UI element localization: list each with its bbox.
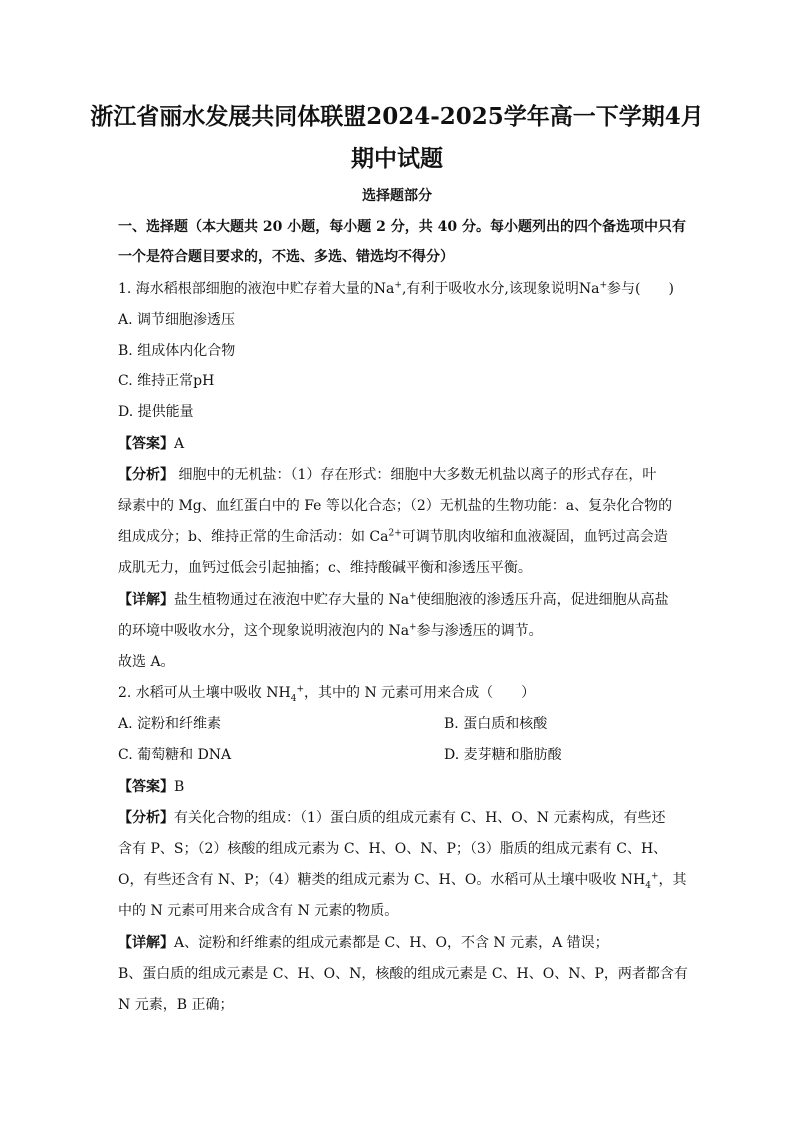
- q2-analysis-line1: [118, 808, 678, 828]
- detail-text: 的环境中吸收水分，这个现象说明液泡内的 Na: [118, 623, 410, 639]
- subscript: 4: [290, 693, 297, 704]
- q1-answer: [118, 434, 678, 454]
- answer-value: A: [174, 436, 185, 452]
- detail-tag: 【详解】: [118, 935, 174, 951]
- analysis-text: 有关化合物的组成：（1）蛋白质的组成元素有 C、H、O、N 元素构成，有些还: [174, 810, 666, 826]
- q2-option-a: A. 淀粉和纤维素: [118, 716, 222, 732]
- detail-tag: 【详解】: [118, 592, 174, 608]
- q1-analysis-line4: 成肌无力，血钙过低会引起抽搐；c、维持酸碱平衡和渗透压平衡。: [118, 560, 532, 576]
- q2-option-c: C. 葡萄糖和 DNA: [118, 747, 232, 763]
- analysis-tag: 【分析】: [118, 810, 174, 826]
- detail-text: 使细胞液的渗透压升高，促进细胞从高盐: [416, 592, 669, 608]
- section-heading: 选择题部分: [362, 188, 432, 204]
- detail-text: 盐生植物通过在液泡中贮存大量的 Na: [174, 592, 410, 608]
- q2-option-b: B. 蛋白质和核酸: [444, 716, 548, 732]
- q1-stem: [118, 279, 678, 299]
- answer-tag: 【答案】: [118, 779, 174, 795]
- ion-charge: 2+: [388, 528, 402, 539]
- q1-analysis-line2: 绿素中的 Mg、血红蛋白中的 Fe 等以化合态；（2）无机盐的生物功能：a、复杂化合物的: [118, 498, 673, 514]
- ion-charge: +: [409, 622, 417, 633]
- q2-detail-line3: N 元素，B 正确；: [118, 997, 234, 1013]
- q2-analysis-line3: [118, 870, 687, 891]
- ion-charge: +: [409, 591, 417, 602]
- q2-detail-line2: B、蛋白质的组成元素是 C、H、O、N，核酸的组成元素是 C、H、O、N、P，两者都含有: [118, 966, 688, 982]
- analysis-text: ，其: [658, 872, 687, 888]
- q2-analysis-line2: 含有 P、S；（2）核酸的组成元素为 C、H、O、N、P；（3）脂质的组成元素有 C、H、: [118, 841, 668, 857]
- ion-charge: +: [296, 684, 304, 695]
- q2-stem-part: ，其中的 N 元素可用来合成（ ）: [304, 685, 536, 701]
- analysis-text: O，有些还含有 N、P；（4）糖类的组成元素为 C、H、O。水稻可从土壤中吸收 NH: [118, 872, 646, 888]
- q1-stem-part: 参与( ): [607, 281, 674, 297]
- analysis-text: 可调节肌肉收缩和血液凝固，血钙过高会造: [401, 529, 668, 545]
- answer-tag: 【答案】: [118, 436, 174, 452]
- q1-option-a: A. 调节细胞渗透压: [118, 312, 236, 328]
- instructions-line2: 一个是符合题目要求的，不选、多选、错选均不得分）: [118, 249, 454, 265]
- q2-stem: [118, 683, 678, 703]
- detail-text: 参与渗透压的调节。: [416, 623, 543, 639]
- q1-detail-line2: [118, 621, 678, 641]
- q2-stem-part: 2. 水稻可从土壤中吸收 NH: [118, 685, 291, 701]
- ion-charge: +: [651, 871, 659, 882]
- analysis-text: 细胞中的无机盐：（1）存在形式：细胞中大多数无机盐以离子的形式存在，叶: [174, 467, 657, 483]
- q1-option-c: C. 维持正常pH: [118, 373, 215, 389]
- q1-stem-part: 1. 海水稻根部细胞的液泡中贮存着大量的Na: [118, 281, 395, 297]
- q1-stem-part: ,有利于吸收水分,该现象说明Na: [401, 281, 600, 297]
- q1-option-b: B. 组成体内化合物: [118, 343, 236, 359]
- q2-analysis-line4: 中的 N 元素可用来合成含有 N 元素的物质。: [118, 903, 399, 919]
- instructions-line1: 一、选择题（本大题共 20 小题，每小题 2 分，共 40 分。每小题列出的四个备选项中只有: [118, 219, 686, 235]
- q1-option-d: D. 提供能量: [118, 404, 194, 420]
- q2-detail-line1: [118, 933, 678, 953]
- q1-detail-line1: [118, 590, 678, 610]
- answer-value: B: [174, 779, 185, 795]
- q2-option-d: D. 麦芽糖和脂肪酸: [444, 747, 562, 763]
- document-title-line2: 期中试题: [351, 145, 443, 172]
- detail-text: A、淀粉和纤维素的组成元素都是 C、H、O，不含 N 元素，A 错误；: [174, 935, 609, 951]
- subscript: 4: [645, 880, 651, 891]
- analysis-tag: 【分析】: [118, 467, 174, 483]
- analysis-text: 组成成分；b、维持正常的生命活动：如 Ca: [118, 529, 389, 545]
- q1-conclusion: 故选 A。: [118, 654, 175, 670]
- document-title-line1: 浙江省丽水发展共同体联盟2024-2025学年高一下学期4月: [90, 103, 704, 130]
- q2-answer: [118, 777, 678, 797]
- q1-analysis-line3: [118, 527, 678, 547]
- q1-stem-sup: +: [394, 280, 402, 291]
- q1-analysis-line1: [118, 465, 678, 485]
- q1-stem-sup: +: [599, 280, 607, 291]
